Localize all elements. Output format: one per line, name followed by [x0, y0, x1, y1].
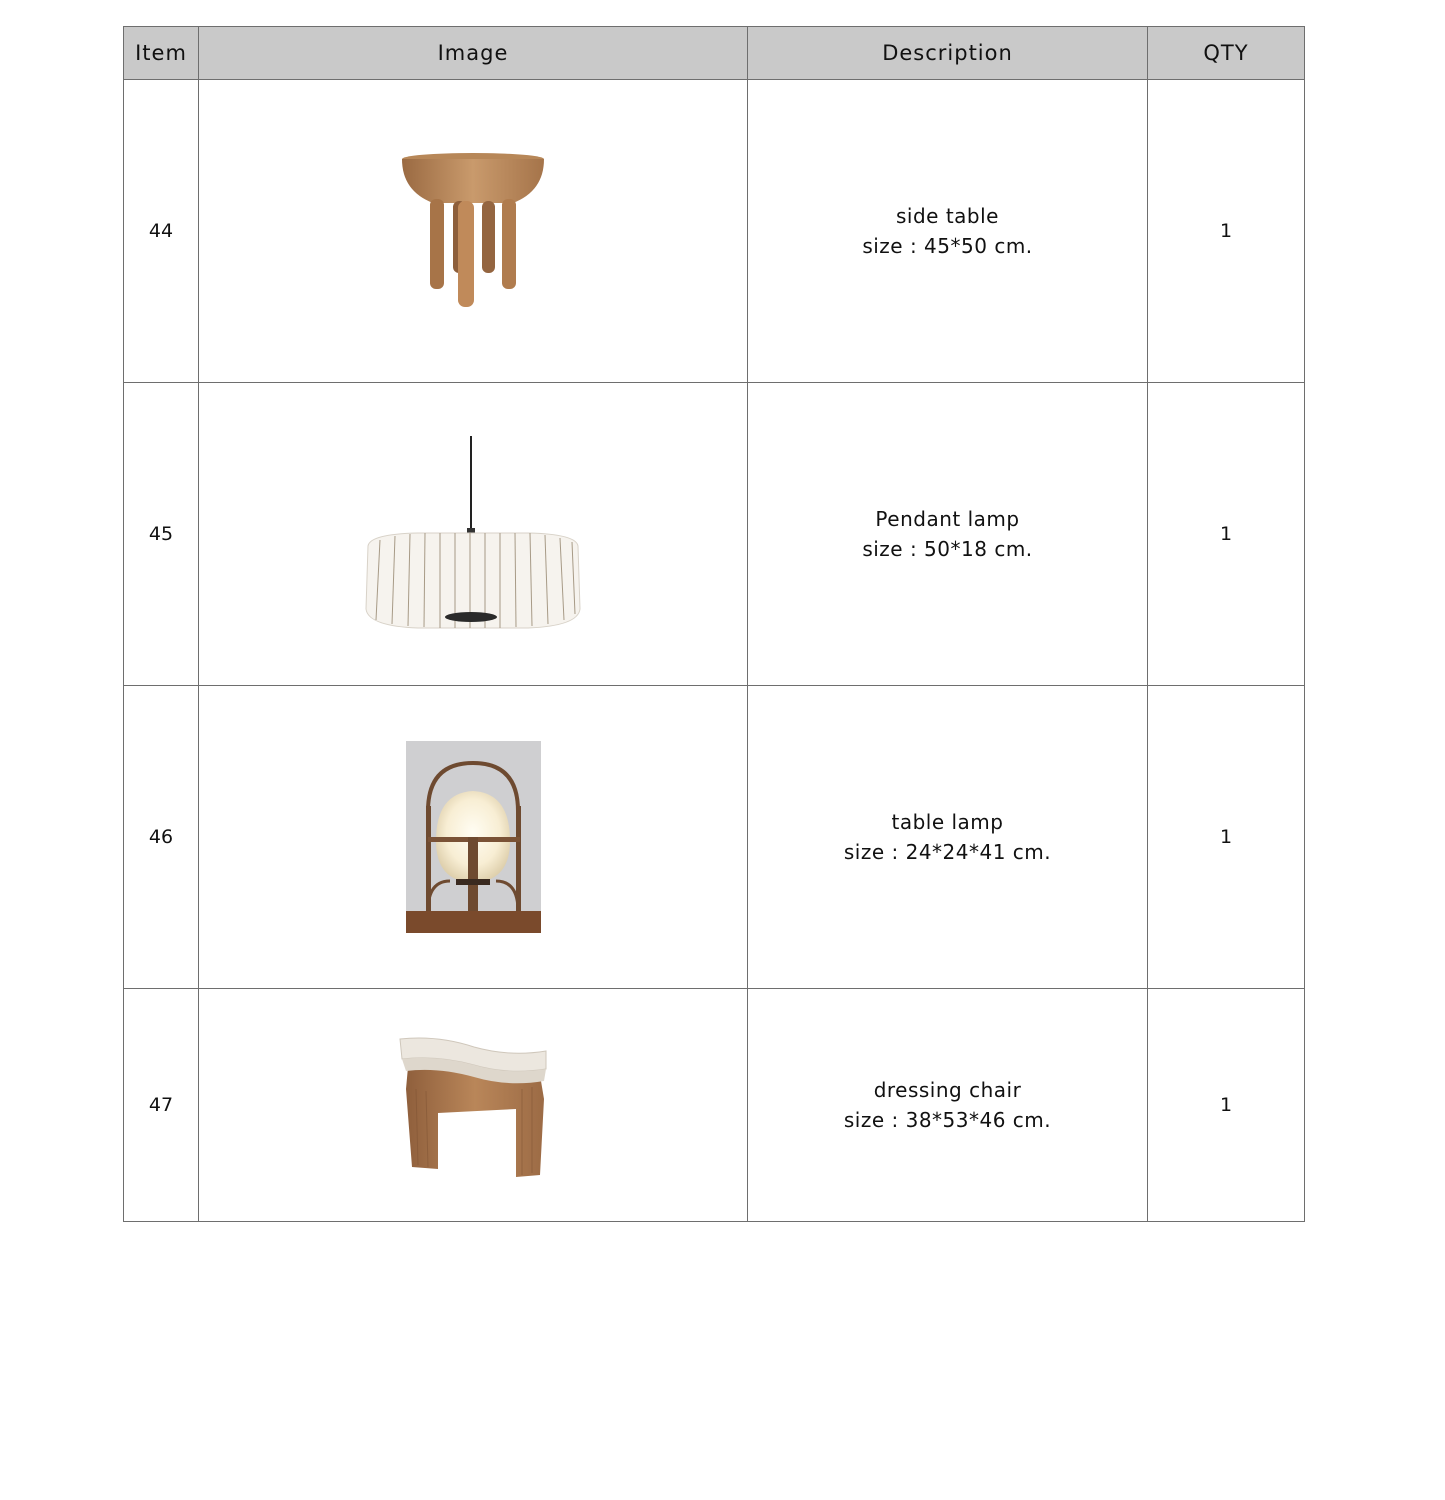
item-number: 45 — [124, 383, 199, 686]
dressing-chair-photo — [398, 1029, 548, 1181]
item-qty: 1 — [1148, 80, 1305, 383]
item-qty: 1 — [1148, 383, 1305, 686]
pendant-lamp-photo — [358, 434, 588, 634]
image-cell — [199, 80, 748, 383]
table-header-row — [124, 27, 1305, 80]
image-cell — [199, 686, 748, 989]
furniture-spec-table — [123, 26, 1305, 1222]
table-row — [124, 686, 1305, 989]
item-name: dressing chair — [873, 1078, 1022, 1102]
description-cell — [748, 989, 1148, 1222]
item-number: 46 — [124, 686, 199, 989]
image-cell — [199, 989, 748, 1222]
item-size: size : 50*18 cm. — [862, 537, 1033, 561]
table-row — [124, 383, 1305, 686]
item-size: size : 24*24*41 cm. — [843, 840, 1052, 864]
item-number: 47 — [124, 989, 199, 1222]
item-name: table lamp — [891, 810, 1004, 834]
side-table-photo — [398, 151, 548, 311]
header-item: Item — [124, 27, 199, 80]
item-size: size : 38*53*46 cm. — [843, 1108, 1052, 1132]
header-qty: QTY — [1148, 27, 1305, 80]
item-name: Pendant lamp — [875, 507, 1020, 531]
description-cell — [748, 383, 1148, 686]
header-image: Image — [199, 27, 748, 80]
item-qty: 1 — [1148, 989, 1305, 1222]
table-row — [124, 989, 1305, 1222]
description-cell — [748, 80, 1148, 383]
table-row — [124, 80, 1305, 383]
item-qty: 1 — [1148, 686, 1305, 989]
table-lamp-photo — [406, 741, 541, 933]
image-cell — [199, 383, 748, 686]
item-size: size : 45*50 cm. — [862, 234, 1033, 258]
item-number: 44 — [124, 80, 199, 383]
description-cell — [748, 686, 1148, 989]
header-description: Description — [748, 27, 1148, 80]
item-name: side table — [896, 204, 999, 228]
